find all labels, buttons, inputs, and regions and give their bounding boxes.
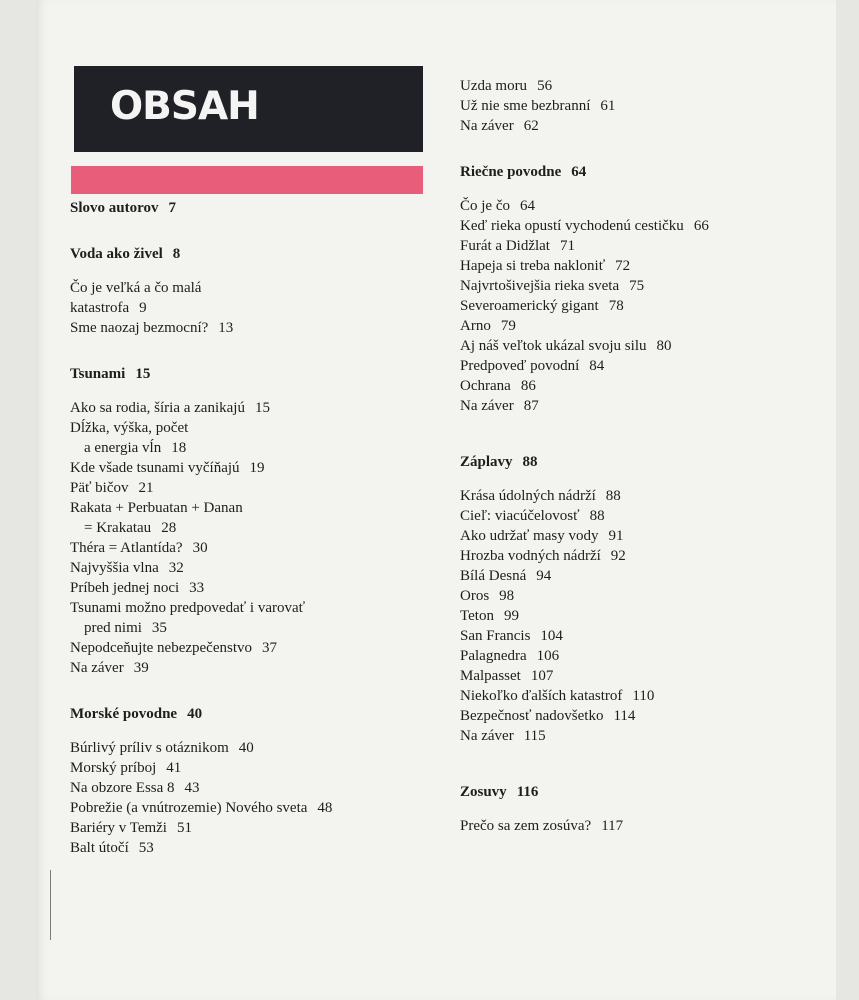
- toc-entry-title: Čo je čo: [460, 198, 510, 214]
- toc-entry: [460, 706, 850, 726]
- toc-entry: [70, 578, 460, 598]
- toc-page-number: 88: [605, 488, 621, 504]
- toc-page-number: 110: [632, 688, 655, 704]
- toc-entry-title: Tsunami možno predpovedať i varovať: [70, 600, 306, 616]
- toc-entry: [460, 816, 850, 836]
- toc-entry: [460, 546, 850, 566]
- toc-page-number: 39: [133, 660, 149, 676]
- toc-entry: [70, 318, 460, 338]
- toc-entry: [70, 418, 460, 438]
- toc-chapter-heading: [70, 244, 460, 264]
- toc-spacer: [460, 182, 850, 196]
- toc-entry: [460, 526, 850, 546]
- toc-entry: [460, 276, 850, 296]
- toc-entry-title: Najvrtošivejšia rieka sveta: [460, 278, 620, 294]
- toc-entry-title: Oros: [460, 588, 490, 604]
- toc-entry-title: Ako sa rodia, šíria a zanikajú: [70, 400, 245, 416]
- toc-page-number: 64: [520, 198, 535, 214]
- toc-page-number: 28: [161, 520, 177, 536]
- toc-spacer: [70, 338, 460, 364]
- toc-entry: [70, 278, 460, 298]
- toc-spacer: [460, 802, 850, 816]
- toc-page-number: 37: [262, 640, 277, 656]
- toc-entry-title: Morské povodne: [70, 706, 178, 722]
- toc-entry-title: Zosuvy: [460, 784, 507, 800]
- toc-entry: [460, 356, 850, 376]
- toc-entry-title: Bezpečnosť nadovšetko: [460, 708, 604, 724]
- toc-entry-title: Už nie sme bezbranní: [460, 98, 591, 114]
- toc-entry-title: Aj náš veľtok ukázal svoju silu: [460, 338, 647, 354]
- toc-entry-title: Severoamerický gigant: [460, 298, 599, 314]
- toc-entry-title: Théra = Atlantída?: [70, 540, 183, 556]
- toc-page-number: 87: [523, 398, 539, 414]
- toc-entry-title: Malpasset: [460, 668, 521, 684]
- toc-entry: [70, 758, 460, 778]
- toc-page-number: 88: [522, 454, 538, 470]
- toc-entry: [70, 738, 460, 758]
- toc-page-number: 35: [151, 620, 167, 636]
- toc-entry: [460, 376, 850, 396]
- toc-entry-title: Riečne povodne: [460, 164, 562, 180]
- toc-entry-title: Hapeja si treba nakloniť: [460, 258, 606, 274]
- toc-entry: [460, 686, 850, 706]
- toc-page-number: 86: [520, 378, 536, 394]
- toc-entry-title: = Krakatau: [84, 520, 152, 536]
- toc-page-number: 88: [589, 508, 605, 524]
- toc-page-number: 40: [238, 740, 254, 756]
- toc-entry: [70, 438, 460, 458]
- toc-entry: [460, 116, 850, 136]
- toc-entry: [460, 666, 850, 686]
- toc-page-number: 41: [166, 760, 182, 776]
- toc-entry: [70, 298, 460, 318]
- toc-page-number: 64: [571, 164, 587, 180]
- toc-spacer: [70, 264, 460, 278]
- toc-page-number: 107: [530, 668, 554, 684]
- toc-page-number: 104: [540, 628, 563, 644]
- toc-right-column: [460, 76, 850, 836]
- toc-entry-title: Voda ako živel: [70, 246, 163, 262]
- toc-entry: [70, 538, 460, 558]
- toc-page-number: 114: [613, 708, 636, 724]
- toc-page-number: 32: [168, 560, 184, 576]
- toc-entry: [70, 618, 460, 638]
- toc-page-number: 7: [168, 200, 176, 216]
- toc-entry: [460, 236, 850, 256]
- toc-entry-title: Pobrežie (a vnútrozemie) Nového sveta: [70, 800, 308, 816]
- toc-page-number: 62: [523, 118, 539, 134]
- toc-entry-title: Bariéry v Temži: [70, 820, 167, 836]
- toc-entry: [460, 606, 850, 626]
- toc-entry: [70, 798, 460, 818]
- toc-page-number: 84: [589, 358, 605, 374]
- toc-page-number: 72: [615, 258, 631, 274]
- toc-page-number: 9: [139, 300, 147, 316]
- toc-page-number: 19: [249, 460, 265, 476]
- toc-chapter-heading: [460, 782, 850, 802]
- toc-entry: [70, 518, 460, 538]
- toc-chapter-heading: [70, 364, 460, 384]
- toc-page-number: 115: [523, 728, 546, 744]
- toc-entry: [70, 598, 460, 618]
- toc-entry-title: Nepodceňujte nebezpečenstvo: [70, 640, 252, 656]
- toc-entry-title: Ako udržať masy vody: [460, 528, 599, 544]
- toc-page-number: 51: [176, 820, 192, 836]
- toc-entry-title: Sme naozaj bezmocní?: [70, 320, 209, 336]
- toc-page-number: 18: [171, 440, 187, 456]
- toc-page-number: 15: [254, 400, 270, 416]
- toc-entry: [70, 638, 460, 658]
- toc-spacer: [460, 136, 850, 162]
- toc-entry-title: Dĺžka, výška, počet: [70, 420, 189, 436]
- toc-page-number: 61: [600, 98, 616, 114]
- title-banner: [74, 66, 423, 152]
- toc-page-number: 80: [656, 338, 672, 354]
- toc-page-number: 79: [500, 318, 516, 334]
- toc-spacer: [70, 384, 460, 398]
- toc-entry: [70, 838, 460, 858]
- toc-entry-title: Prečo sa zem zosúva?: [460, 818, 592, 834]
- toc-entry-title: Predpoveď povodní: [460, 358, 580, 374]
- toc-chapter-heading: [70, 704, 460, 724]
- toc-page-number: 56: [537, 78, 553, 94]
- toc-page-number: 15: [135, 366, 151, 382]
- toc-entry-title: Morský príboj: [70, 760, 157, 776]
- toc-chapter-heading: [460, 452, 850, 472]
- toc-entry: [70, 498, 460, 518]
- toc-entry: [460, 566, 850, 586]
- toc-page-number: 99: [503, 608, 519, 624]
- toc-entry: [460, 196, 850, 216]
- toc-entry-title: Päť bičov: [70, 480, 129, 496]
- toc-entry: [460, 646, 850, 666]
- toc-entry: [70, 658, 460, 678]
- toc-page-number: 33: [189, 580, 205, 596]
- toc-entry-title: Kde všade tsunami vyčíňajú: [70, 460, 240, 476]
- toc-entry-title: pred nimi: [84, 620, 142, 636]
- toc-entry: [460, 506, 850, 526]
- toc-entry: [460, 216, 850, 236]
- toc-entry-title: Cieľ: viacúčelovosť: [460, 508, 580, 524]
- toc-entry-title: Hrozba vodných nádrží: [460, 548, 601, 564]
- toc-page-number: 13: [218, 320, 234, 336]
- toc-spacer: [460, 472, 850, 486]
- page-binding-line: [50, 870, 51, 940]
- toc-entry: [70, 398, 460, 418]
- toc-spacer: [70, 724, 460, 738]
- toc-entry-title: Najvyššia vlna: [70, 560, 159, 576]
- toc-entry-title: Na záver: [70, 660, 124, 676]
- toc-entry: [70, 778, 460, 798]
- pink-accent-bar: [71, 166, 423, 194]
- toc-entry: [460, 396, 850, 416]
- toc-entry-title: Teton: [460, 608, 494, 624]
- toc-chapter-heading: [460, 162, 850, 182]
- toc-chapter-heading: [70, 198, 460, 218]
- toc-page-number: 78: [608, 298, 624, 314]
- toc-page-number: 75: [629, 278, 645, 294]
- toc-page-number: 116: [516, 784, 539, 800]
- toc-entry-title: Niekoľko ďalších katastrof: [460, 688, 623, 704]
- toc-page-number: 92: [610, 548, 626, 564]
- toc-spacer: [70, 218, 460, 244]
- toc-entry: [460, 586, 850, 606]
- toc-entry-title: Na záver: [460, 118, 514, 134]
- toc-page-number: 40: [187, 706, 203, 722]
- toc-entry: [460, 486, 850, 506]
- toc-entry: [70, 818, 460, 838]
- toc-page-number: 117: [601, 818, 624, 834]
- toc-entry: [70, 478, 460, 498]
- toc-page-number: 66: [693, 218, 709, 234]
- toc-entry: [460, 296, 850, 316]
- toc-page-number: 48: [317, 800, 333, 816]
- toc-entry-title: Palagnedra: [460, 648, 527, 664]
- toc-entry-title: Furát a Didžlat: [460, 238, 550, 254]
- toc-entry-title: Krása údolných nádrží: [460, 488, 596, 504]
- toc-entry-title: Keď rieka opustí vychodenú cestičku: [460, 218, 684, 234]
- toc-page-number: 53: [138, 840, 154, 856]
- toc-page-number: 106: [536, 648, 560, 664]
- toc-entry-title: Na záver: [460, 398, 514, 414]
- toc-left-column: [70, 198, 460, 858]
- toc-entry-title: Rakata + Perbuatan + Danan: [70, 500, 243, 516]
- toc-entry-title: Záplavy: [460, 454, 513, 470]
- toc-page-number: 98: [499, 588, 515, 604]
- toc-entry-title: Ochrana: [460, 378, 511, 394]
- toc-entry-title: Balt útočí: [70, 840, 129, 856]
- toc-entry: [70, 558, 460, 578]
- toc-entry-title: a energia vĺn: [84, 440, 162, 456]
- toc-page-number: 94: [536, 568, 552, 584]
- toc-entry-title: katastrofa: [70, 300, 130, 316]
- toc-entry-title: Na záver: [460, 728, 514, 744]
- toc-entry-title: Čo je veľká a čo malá: [70, 280, 202, 296]
- page-title: OBSAH: [110, 84, 259, 129]
- toc-entry: [460, 96, 850, 116]
- toc-entry-title: Búrlivý príliv s otáznikom: [70, 740, 229, 756]
- toc-entry-title: Slovo autorov: [70, 200, 159, 216]
- toc-page-number: 71: [559, 238, 575, 254]
- toc-entry: [460, 626, 850, 646]
- toc-entry-title: Príbeh jednej noci: [70, 580, 180, 596]
- toc-spacer: [460, 416, 850, 452]
- toc-entry: [460, 316, 850, 336]
- toc-page-number: 30: [192, 540, 208, 556]
- toc-entry-title: San Francis: [460, 628, 531, 644]
- toc-entry-title: Arno: [460, 318, 491, 334]
- toc-entry: [460, 726, 850, 746]
- toc-spacer: [460, 746, 850, 782]
- toc-page-number: 21: [138, 480, 154, 496]
- toc-entry: [70, 458, 460, 478]
- toc-entry: [460, 76, 850, 96]
- toc-entry: [460, 336, 850, 356]
- toc-entry-title: Tsunami: [70, 366, 126, 382]
- toc-entry-title: Uzda moru: [460, 78, 528, 94]
- toc-entry-title: Bílá Desná: [460, 568, 527, 584]
- toc-page-number: 91: [608, 528, 624, 544]
- toc-page-number: 8: [172, 246, 181, 262]
- toc-spacer: [70, 678, 460, 704]
- toc-entry-title: Na obzore Essa 8: [70, 780, 175, 796]
- toc-entry: [460, 256, 850, 276]
- toc-page-number: 43: [184, 780, 200, 796]
